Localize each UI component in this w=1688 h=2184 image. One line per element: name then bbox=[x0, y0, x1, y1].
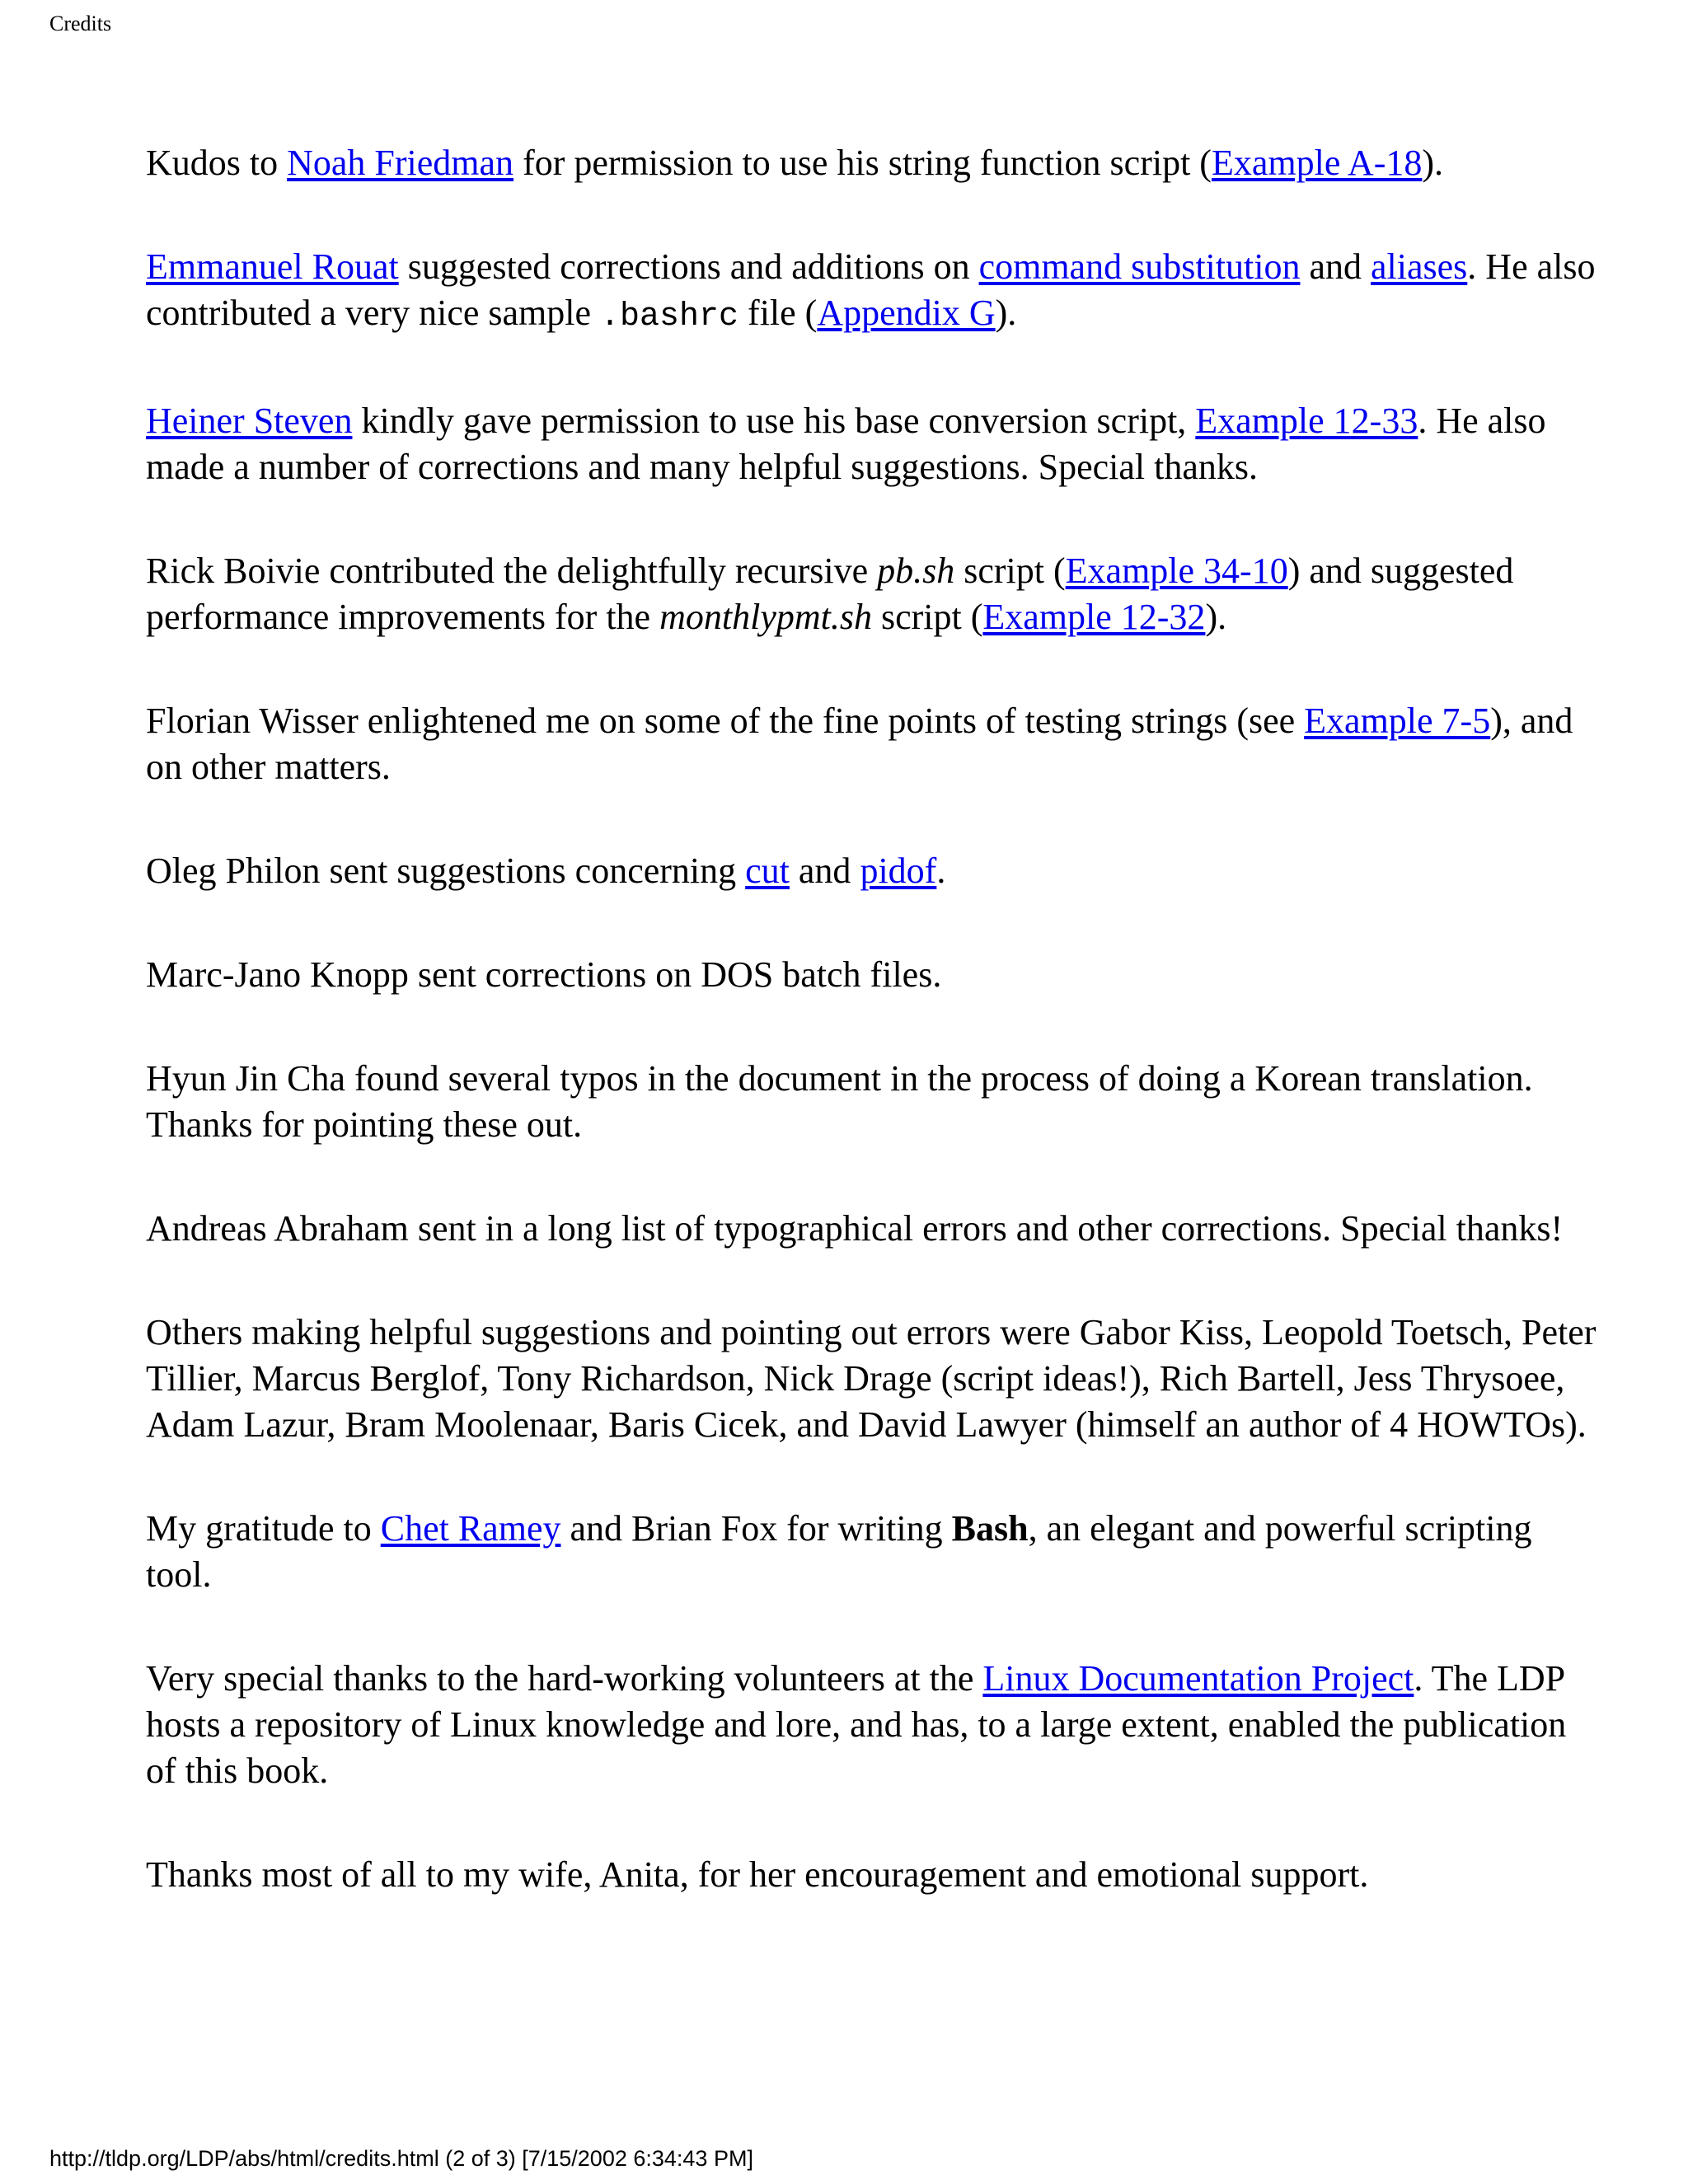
script-name-pb: pb.sh bbox=[877, 551, 955, 591]
link-example-a-18[interactable]: Example A-18 bbox=[1211, 143, 1423, 183]
link-noah-friedman[interactable]: Noah Friedman bbox=[287, 143, 514, 183]
paragraph-heiner-steven: Heiner Steven kindly gave permission to use his base conversion script, Example 12-33. He also made a number of corrections and many helpful suggestions. Special thanks. bbox=[146, 401, 1546, 487]
link-linux-documentation-project[interactable]: Linux Documentation Project bbox=[982, 1658, 1414, 1699]
link-example-12-33[interactable]: Example 12-33 bbox=[1195, 401, 1418, 441]
link-example-7-5[interactable]: Example 7-5 bbox=[1304, 701, 1491, 741]
link-emmanuel-rouat[interactable]: Emmanuel Rouat bbox=[146, 246, 399, 287]
code-bashrc: .bashrc bbox=[600, 298, 739, 335]
paragraph-emmanuel-rouat: Emmanuel Rouat suggested corrections and additions on command substitution and aliases. He also contributed a very nice sample .bashrc file (Appendix G). bbox=[146, 246, 1596, 335]
link-cut[interactable]: cut bbox=[745, 851, 790, 891]
paragraph-andreas-abraham: Andreas Abraham sent in a long list of typographical errors and other corrections. Special thanks! bbox=[146, 1208, 1564, 1249]
paragraph-chet-ramey: My gratitude to Chet Ramey and Brian Fox for writing Bash, an elegant and powerful scripting tool. bbox=[146, 1508, 1532, 1595]
link-example-12-32[interactable]: Example 12-32 bbox=[982, 597, 1206, 637]
page-header-title: Credits bbox=[49, 12, 112, 35]
script-name-monthlypmt: monthlypmt.sh bbox=[659, 597, 872, 637]
link-command-substitution[interactable]: command substitution bbox=[978, 246, 1301, 287]
link-example-34-10[interactable]: Example 34-10 bbox=[1065, 551, 1288, 591]
credits-content bbox=[146, 140, 1597, 1956]
link-heiner-steven[interactable]: Heiner Steven bbox=[146, 401, 353, 441]
paragraph-marc-jano-knopp: Marc-Jano Knopp sent corrections on DOS batch files. bbox=[146, 954, 942, 995]
paragraph-others: Others making helpful suggestions and pointing out errors were Gabor Kiss, Leopold Toetsch, Peter Tillier, Marcus Berglof, Tony Richardson, Nick Drage (script ideas!), Rich Bartell, Jess Thrysoee, Adam Lazur, Bram Moolenaar, Baris Cicek, and David Lawyer (himself an author of 4 HOWTOs). bbox=[146, 1312, 1597, 1445]
paragraph-anita: Thanks most of all to my wife, Anita, for her encouragement and emotional support. bbox=[146, 1854, 1369, 1895]
page-footer-url: http://tldp.org/LDP/abs/html/credits.html (2 of 3) [7/15/2002 6:34:43 PM] bbox=[49, 2146, 753, 2171]
paragraph-hyun-jin-cha: Hyun Jin Cha found several typos in the document in the process of doing a Korean translation. Thanks for pointing these out. bbox=[146, 1058, 1533, 1145]
paragraph-ldp: Very special thanks to the hard-working volunteers at the Linux Documentation Project. The LDP hosts a repository of Linux knowledge and lore, and has, to a large extent, enabled the publication of this book. bbox=[146, 1658, 1567, 1791]
paragraph-oleg-philon: Oleg Philon sent suggestions concerning cut and pidof. bbox=[146, 851, 946, 891]
paragraph-florian-wisser: Florian Wisser enlightened me on some of the fine points of testing strings (see Example 7-5), and on other matters. bbox=[146, 701, 1573, 787]
link-appendix-g[interactable]: Appendix G bbox=[817, 293, 996, 333]
bash-bold: Bash bbox=[951, 1508, 1029, 1549]
link-chet-ramey[interactable]: Chet Ramey bbox=[380, 1508, 561, 1549]
paragraph-noah-friedman: Kudos to Noah Friedman for permission to use his string function script (Example A-18). bbox=[146, 143, 1444, 183]
paragraph-rick-boivie: Rick Boivie contributed the delightfully recursive pb.sh script (Example 34-10) and suggested performance improvements for the monthlypmt.sh script (Example 12-32). bbox=[146, 551, 1514, 637]
link-aliases[interactable]: aliases bbox=[1371, 246, 1468, 287]
link-pidof[interactable]: pidof bbox=[860, 851, 937, 891]
